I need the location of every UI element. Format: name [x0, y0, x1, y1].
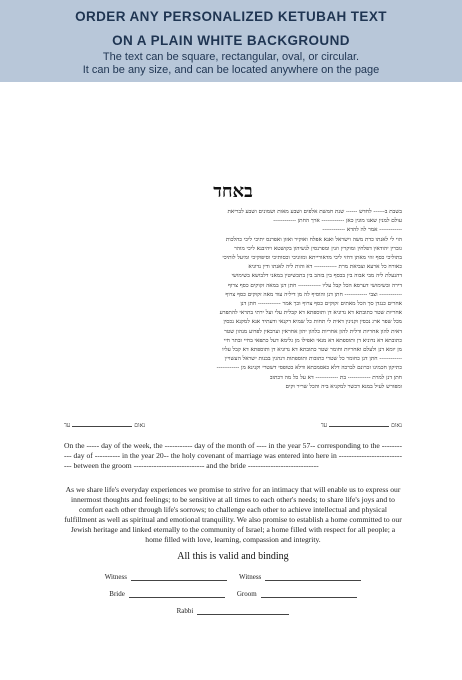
hebrew-text-line: מן יומא דנן ולעלם ואחריות וחומר שטר כתובתא דא נדוניא דן ותוספתא דא קבל עליו: [222, 347, 402, 354]
couple-signature-row: [64, 589, 402, 598]
hebrew-text-line: בשבת ב------ לחדש ------ שנת חמשת אלפים ושבע מאות ושמונים ושבע לבריאת: [227, 209, 402, 215]
rabbi-signature[interactable]: Rabbi: [177, 606, 290, 615]
ketubah-document: [64, 182, 402, 623]
banner-title-line1: ORDER ANY PERSONALIZED KETUBAH TEXT: [75, 9, 387, 24]
hebrew-title: באחד: [213, 181, 253, 202]
hebrew-text-line: ------------ אמר לה להדא ------------: [322, 227, 402, 234]
hebrew-text-line: דהנעלת ליה מבי אבוה בין בכסף בין בזהב בין בתכשיטין במאני דלבושא בשימושי: [231, 273, 402, 280]
hebrew-signature-row: [64, 422, 402, 429]
hebrew-text-line: דירה ובשימושי דערסא הכל קבל עליו ------------ חתן דנן במאה זקוקים כסף צרוף: [228, 282, 402, 289]
hebrew-text-block: [64, 208, 402, 418]
banner-subtitle-line1: The text can be square, rectangular, oval, or circular.: [102, 51, 360, 63]
witness-signature-row: [64, 572, 402, 581]
banner-title-line2: ON A PLAIN WHITE BACKGROUND: [112, 33, 350, 48]
hebrew-text-line: דאית להון אחריות ודלית להון אחריות כלהון יהון אחראין וערבאין לפרוע מנהון שטר: [224, 328, 402, 335]
hebrew-text-line: ------------ וצבי ------------ חתן דנן והוסיף לה מן דיליה עוד מאה זקוקים כסף צרוף: [225, 291, 402, 298]
hebrew-witness-right: נאוםעד: [320, 422, 402, 429]
hebrew-text-line: אחריות שטר כתובתא דא נדוניא דן ותוספתא דא קבלית עלי ועל ירתי בתראי להתפרע: [219, 310, 402, 317]
english-vows-paragraph: As we share life's everyday experiences we promise to strive for an intimacy that will enable us to express our innermost thoughts and feelings; to be sensitive at all times to each other's needs; to share life's joys and to comfort each other through life's sorrows; to challenge each other to achieve intellectual and physical fulfillment as well as spiritual and emotional tranquility. We also promise to establish a home committed to our Jewish heritage and linked eternally to the community of Israel; a home filled with respect for all people; a home filled with love, learning, compassion and integrity.: [64, 485, 402, 544]
rabbi-signature-row: [64, 606, 402, 615]
hebrew-witness-left: נאוםעד: [64, 422, 146, 429]
hebrew-text-line: גוברין יהודאין דפלחין ומוקרין וזנין ומפרנסין לנשיהון בקושטא ויהיבנא ליכי מוהר: [234, 245, 402, 252]
header-banner: [0, 0, 462, 82]
hebrew-text-line: אחרים כנגדן סך הכל מאתים זקוקים כסף צרוף וכך אמר ------------ חתן דנן: [240, 301, 402, 308]
groom-signature[interactable]: Groom: [237, 589, 357, 598]
hebrew-text-line: הוי לי לאנתו כדת משה וישראל ואנא אפלח ואוקיר ואזון ואפרנס יתיכי ליכי כהלכות: [225, 236, 402, 243]
hebrew-text-line: ------------ חתן דנן כחומר כל שטרי כתובות ותוספתות דנהגין בבנות ישראל העשויין: [224, 356, 402, 363]
hebrew-text-line: ומפורש לעיל במנא דכשר למקניא ביה והכל שריר וקים: [285, 383, 402, 390]
witness-signature-1[interactable]: Witness: [105, 572, 227, 581]
hebrew-text-line: כתובתא דא נדוניא דן ותוספתא דא מנאי ואפילו מן גלימא דעל כתפאי בחיי ובתר חיי: [223, 337, 402, 344]
valid-binding-line: All this is valid and binding: [177, 551, 289, 562]
banner-subtitle-line2: It can be any size, and can be located anywhere on the page: [82, 64, 380, 76]
hebrew-text-line: חתן דנן למרת ------------ בת ------------ דא על כל מה דכתוב: [269, 374, 402, 381]
bride-signature[interactable]: Bride: [109, 589, 225, 598]
hebrew-text-line: עולם למנין שאנו מונין כאן ------------ ארך החתן ------------: [273, 218, 402, 225]
english-date-paragraph: On the ----- day of the week, the ----------- day of the month of ---- in the year 57-- corresponding to the ----------- day of ---------- in the year 20-- the holy covenant of marriage was entered into here in ---------------------------- between the groom ---------------------------- and the bride ----------------------------: [64, 441, 402, 470]
witness-signature-2[interactable]: Witness: [239, 572, 361, 581]
hebrew-text-line: מכל שפר ארג נכסין וקנינין דאית לי תחות כל שמיא דקנאי ודעתיד אנא למקנא נכסין: [223, 319, 402, 326]
hebrew-text-line: כתיקון חכמינו זכרונם לברכה דלא כאסמכתא ודלא כטופסי דשטרי וקנינא מן ------------: [216, 365, 402, 372]
hebrew-text-line: כאורח כל ארעא וצביאת מרת ------------ דא והות ליה לאנתו ודין נדוניא: [248, 264, 402, 271]
hebrew-text-line: בתוליכי כסף זוזי מאתן דחזי ליכי מדאורייתא ומזוניכי וכסותיכי וסיפוקיכי ומיעל לותיכי: [222, 255, 402, 262]
